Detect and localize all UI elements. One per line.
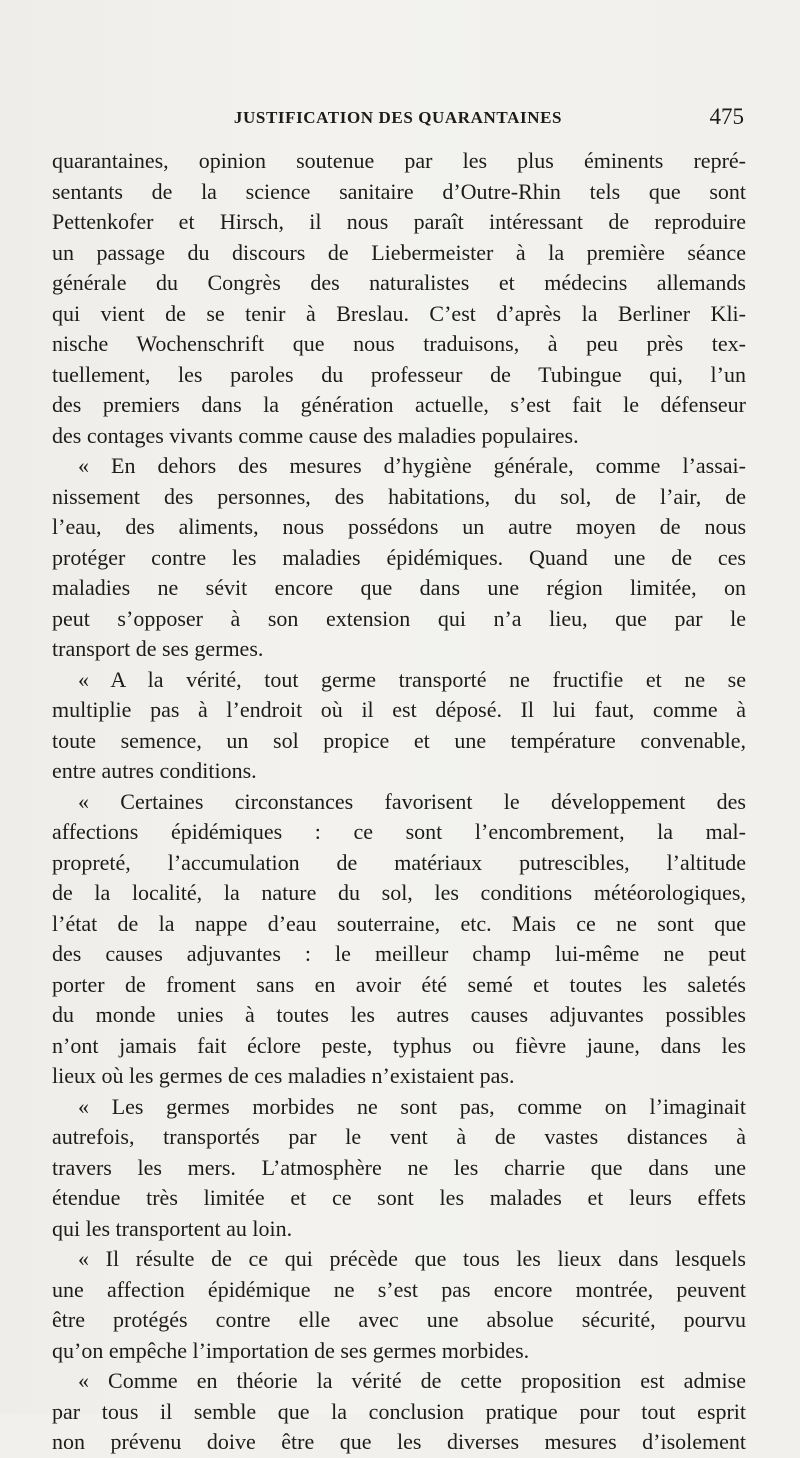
running-title: JUSTIFICATION DES QUARANTAINES xyxy=(233,108,563,127)
text-line: des causes adjuvantes : le meilleur champ lui-même ne peut xyxy=(52,941,746,966)
page-number: 475 xyxy=(709,104,744,129)
text-line: protéger contre les maladies épidémiques. Quand une de ces xyxy=(52,544,746,570)
text-line: « A la vérité, tout germe transporté ne fructifie et ne se xyxy=(78,666,746,692)
text-line: quarantaines, opinion soutenue par les plus éminents repré- xyxy=(52,148,746,173)
text-line: multiplie pas à l’endroit où il est déposé. Il lui faut, comme à xyxy=(52,697,746,722)
text-line: par tous il semble que la conclusion pratique pour tout esprit xyxy=(52,1398,746,1424)
text-line: peut s’opposer à son extension qui n’a lieu, que par le xyxy=(52,605,746,631)
text-line: travers les mers. L’atmosphère ne les charrie que dans une xyxy=(52,1154,746,1180)
text-line: une affection épidémique ne s’est pas encore montrée, peuvent xyxy=(52,1276,746,1302)
text-line: propreté, l’accumulation de matériaux putrescibles, l’altitude xyxy=(52,849,746,875)
text-line: étendue très limitée et ce sont les malades et leurs effets xyxy=(52,1185,746,1210)
text-line: « En dehors des mesures d’hygiène générale, comme l’assai- xyxy=(78,453,746,478)
text-line: toute semence, un sol propice et une température convenable, xyxy=(52,727,746,753)
text-line: tuellement, les paroles du professeur de Tubingue qui, l’un xyxy=(52,361,746,387)
text-line: lieux où les germes de ces maladies n’existaient pas. xyxy=(52,1063,515,1088)
text-line: être protégés contre elle avec une absolue sécurité, pourvu xyxy=(52,1307,746,1332)
text-line: de la localité, la nature du sol, les conditions météorologiques, xyxy=(52,880,746,905)
text-line: « Il résulte de ce qui précède que tous les lieux dans lesquels xyxy=(78,1246,746,1271)
text-line: « Les germes morbides ne sont pas, comme on l’imaginait xyxy=(78,1093,746,1119)
text-line: qu’on empêche l’importation de ses germes morbides. xyxy=(52,1337,530,1363)
text-line: qui les transportent au loin. xyxy=(52,1215,293,1241)
text-line: affections épidémiques : ce sont l’encombrement, la mal- xyxy=(52,819,746,844)
text-line: « Certaines circonstances favorisent le développement des xyxy=(78,788,746,814)
text-line: l’eau, des aliments, nous possédons un autre moyen de nous xyxy=(52,514,746,539)
text-line: un passage du discours de Liebermeister à la première séance xyxy=(52,239,746,265)
text-line: « Comme en théorie la vérité de cette proposition est admise xyxy=(78,1368,746,1393)
text-line: du monde unies à toutes les autres causes adjuvantes possibles xyxy=(52,1002,746,1027)
text-line: Pettenkofer et Hirsch, il nous paraît intéressant de reproduire xyxy=(52,209,746,234)
text-line: n’ont jamais fait éclore peste, typhus ou fièvre jaune, dans les xyxy=(52,1032,746,1058)
text-line: nissement des personnes, des habitations, du sol, de l’air, de xyxy=(52,483,746,509)
text-line: l’état de la nappe d’eau souterraine, etc. Mais ce ne sont que xyxy=(52,910,746,936)
body-text xyxy=(52,146,746,1458)
text-line: générale du Congrès des naturalistes et médecins allemands xyxy=(52,270,746,295)
text-line: des premiers dans la génération actuelle, s’est fait le défenseur xyxy=(52,392,746,417)
text-line: maladies ne sévit encore que dans une région limitée, on xyxy=(52,575,746,600)
text-line: sentants de la science sanitaire d’Outre-Rhin tels que sont xyxy=(52,178,746,204)
text-line: porter de froment sans en avoir été semé et toutes les saletés xyxy=(52,971,746,997)
text-line: transport de ses germes. xyxy=(52,636,264,661)
text-line: non prévenu doive être que les diverses mesures d’isolement xyxy=(52,1429,746,1454)
page-header xyxy=(52,104,744,134)
text-line: des contages vivants comme cause des maladies populaires. xyxy=(52,422,579,448)
text-line: nische Wochenschrift que nous traduisons, à peu près tex- xyxy=(52,331,746,356)
text-line: autrefois, transportés par le vent à de vastes distances à xyxy=(52,1124,746,1149)
text-line: entre autres conditions. xyxy=(52,758,257,783)
text-line: qui vient de se tenir à Breslau. C’est d’après la Berliner Kli- xyxy=(52,300,746,326)
